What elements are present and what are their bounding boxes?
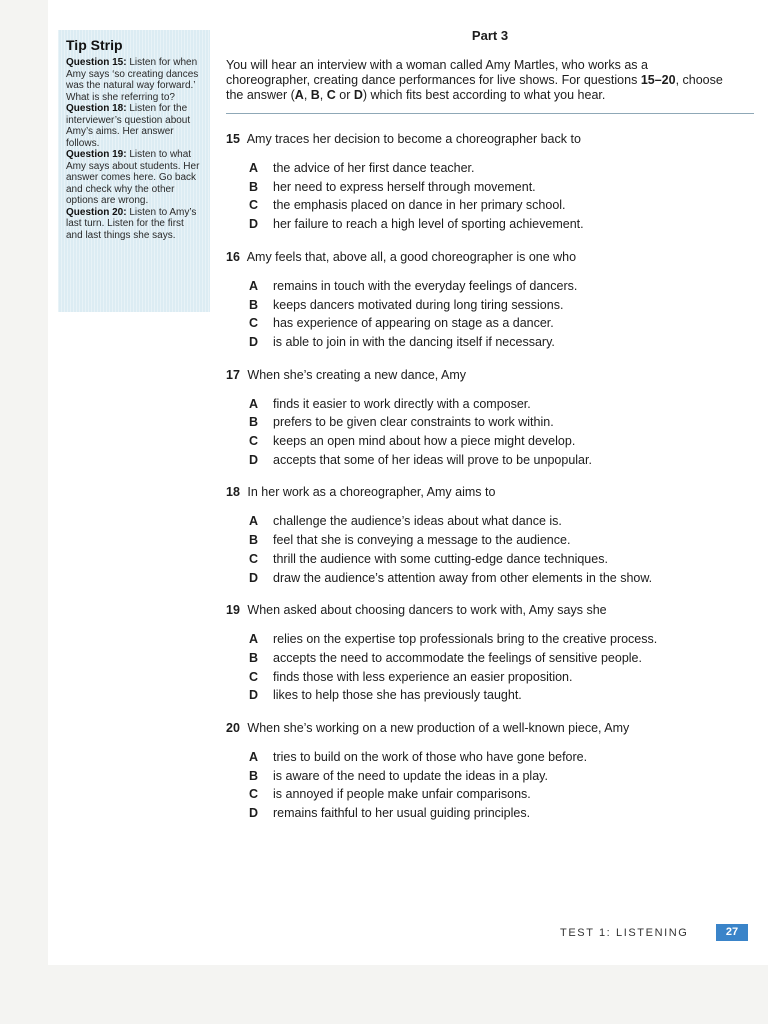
answer-option[interactable] [226,630,746,649]
answer-option[interactable] [226,649,746,668]
option-letter: B [249,415,259,430]
question-stem [226,131,746,147]
answer-option[interactable] [226,333,746,352]
answer-option[interactable] [226,451,746,470]
tip-item-label: Question 20: [66,206,127,218]
intro-text: or [335,88,354,102]
tip-item-text: Listen for when Amy says ‘so creating dances was the natural way forward.’ What is she referring to? [66,57,199,103]
question-text: When she’s working on a new production of a well-known piece, Amy [247,721,630,736]
question-stem [226,602,746,618]
option-text: has experience of appearing on stage as a dancer. [273,316,554,331]
question-20 [226,720,746,823]
option-text: thrill the audience with some cutting-edge dance techniques. [273,551,608,566]
option-text: keeps dancers motivated during long tiring sessions. [273,297,564,312]
tip-item-text: Listen for the interviewer’s question about Amy’s aims. Her answer follows. [66,103,191,149]
option-text: challenge the audience’s ideas about what dance is. [273,514,562,529]
question-range: 15–20 [640,73,676,87]
question-text: Amy feels that, above all, a good choreographer is one who [246,249,577,264]
option-letter: A [249,750,259,765]
tip-item [66,207,202,242]
question-19 [226,602,746,705]
tip-item [66,103,202,149]
answer-letter: A [294,88,304,102]
footer-section-label: TEST 1: LISTENING [560,927,689,939]
intro-text: ) which fits best according to what you hear. [362,88,606,102]
option-text: is aware of the need to update the ideas in a play. [273,768,548,783]
tip-item [66,57,202,103]
option-text: the advice of her first dance teacher. [273,161,475,175]
tip-item-text: Listen to Amy’s last turn. Listen for the first and last things she says. [66,206,197,241]
option-text: the emphasis placed on dance in her primary school. [273,198,566,213]
option-letter: C [249,434,259,449]
page-number-badge: 27 [716,924,748,941]
option-letter: B [249,297,259,312]
question-number: 16 [226,249,240,264]
option-letter: D [249,217,259,232]
option-letter: C [249,551,259,566]
answer-option[interactable] [226,215,746,234]
option-letter: D [249,334,259,349]
question-stem [226,720,746,736]
option-text: her need to express herself through movement. [273,179,536,194]
answer-option[interactable] [226,296,746,315]
option-letter: A [249,514,259,529]
option-letter: B [249,533,259,548]
answer-option[interactable] [226,512,746,531]
answer-option[interactable] [226,531,746,550]
option-text: remains faithful to her usual guiding principles. [273,806,531,821]
option-letter: C [249,316,259,331]
tip-strip-title: Tip Strip [66,37,123,53]
answer-letter: C [326,88,336,102]
question-number: 18 [226,485,240,500]
answer-option[interactable] [226,785,746,804]
option-text: likes to help those she has previously taught. [273,688,522,703]
instructions-paragraph [226,58,726,103]
option-text: is able to join in with the dancing itself if necessary. [273,334,555,349]
question-17 [226,367,746,470]
answer-letter: B [310,88,320,102]
answer-option[interactable] [226,550,746,569]
tip-item-label: Question 15: [66,57,127,68]
answer-option[interactable] [226,196,746,215]
question-text: When she’s creating a new dance, Amy [247,367,467,382]
intro-text: , [319,88,327,102]
option-letter: A [249,396,259,411]
question-18 [226,484,746,587]
option-text: accepts that some of her ideas will prove to be unpopular. [273,452,592,467]
option-letter: A [249,278,259,293]
answer-option[interactable] [226,413,746,432]
answer-option[interactable] [226,159,746,178]
answer-option[interactable] [226,178,746,197]
option-letter: B [249,768,259,783]
tip-item-label: Question 18: [66,103,127,114]
option-text: prefers to be given clear constraints to work within. [273,415,554,430]
option-text: draw the audience’s attention away from other elements in the show. [273,570,653,585]
option-text: accepts the need to accommodate the feelings of sensitive people. [273,650,642,665]
option-text: her failure to reach a high level of sporting achievement. [273,217,584,232]
question-stem [226,367,746,383]
part-title: Part 3 [471,28,509,43]
option-text: finds it easier to work directly with a composer. [273,396,531,411]
option-letter: D [249,570,259,585]
option-letter: A [249,632,259,647]
answer-option[interactable] [226,748,746,767]
option-text: relies on the expertise top professionals bring to the creative process. [273,632,658,647]
question-text: Amy traces her decision to become a choreographer back to [246,132,581,146]
option-text: is annoyed if people make unfair comparisons. [273,787,531,802]
option-text: finds those with less experience an easier proposition. [273,669,573,684]
answer-letter: D [353,88,363,102]
answer-option[interactable] [226,277,746,296]
question-16 [226,249,746,352]
tip-item [66,149,202,207]
question-list [226,131,746,838]
question-number: 15 [226,132,240,146]
tip-item-text: Listen to what Amy says about students. Her answer comes here. Go back and check why the other options are wrong. [66,149,200,206]
question-15 [226,131,746,234]
tip-strip-panel [58,30,210,312]
option-letter: D [249,452,259,467]
option-text: tries to build on the work of those who have gone before. [273,750,588,765]
intro-text: You will hear an interview with a woman called Amy Martles, who works as a choreographer, creating dance performances for live shows. For questions [226,58,648,87]
answer-option[interactable] [226,767,746,786]
question-number: 20 [226,721,240,736]
answer-option[interactable] [226,804,746,823]
question-text: In her work as a choreographer, Amy aims to [247,485,496,500]
answer-option[interactable] [226,668,746,687]
option-text: feel that she is conveying a message to the audience. [273,533,571,548]
answer-option[interactable] [226,686,746,705]
section-divider [226,113,754,114]
answer-option[interactable] [226,395,746,414]
question-number: 17 [226,367,240,382]
option-letter: C [249,669,259,684]
option-text: keeps an open mind about how a piece might develop. [273,434,576,449]
answer-option[interactable] [226,432,746,451]
question-stem [226,484,746,500]
answer-option[interactable] [226,314,746,333]
tip-item-label: Question 19: [66,149,127,160]
option-letter: D [249,688,259,703]
intro-text: , [303,88,311,102]
option-letter: C [249,787,259,802]
option-letter: A [249,161,259,175]
question-number: 19 [226,603,240,618]
answer-option[interactable] [226,569,746,588]
question-stem [226,249,746,265]
option-text: remains in touch with the everyday feelings of dancers. [273,278,578,293]
option-letter: B [249,179,259,194]
option-letter: C [249,198,259,213]
option-letter: B [249,650,259,665]
question-text: When asked about choosing dancers to work with, Amy says she [247,603,607,618]
option-letter: D [249,806,259,821]
intro-text: , choose the answer ( [226,73,723,102]
